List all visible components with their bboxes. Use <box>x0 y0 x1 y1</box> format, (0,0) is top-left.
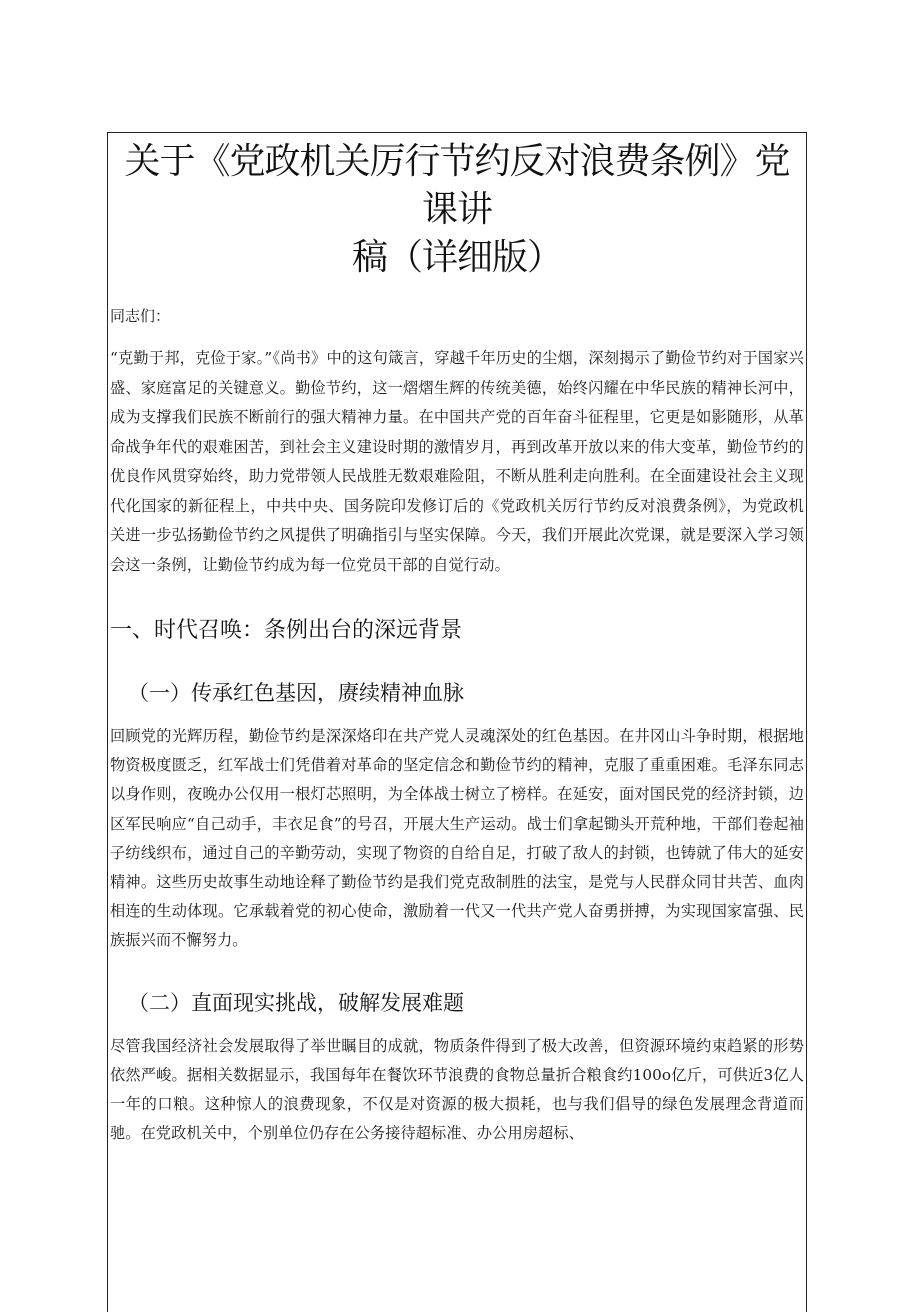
intro-paragraph: “克勤于邦，克俭于家。”《尚书》中的这句箴言，穿越千年历史的尘烟，深刻揭示了勤俭节约对于国家兴盛、家庭富足的关键意义。勤俭节约，这一熠熠生辉的传统美德，始终闪耀在中华民族的精神长河中，成为支撑我们民族不断前行的强大精神力量。在中国共产党的百年奋斗征程里，它更是如影随形，从革命战争年代的艰难困苦，到社会主义建设时期的激情岁月，再到改革开放以来的伟大变革，勤俭节约的优良作风贯穿始终，助力党带领人民战胜无数艰难险阻，不断从胜利走向胜利。在全面建设社会主义现代化国家的新征程上，中共中央、国务院印发修订后的《党政机关厉行节约反对浪费条例》，为党政机关进一步弘扬勤俭节约之风提供了明确指引与坚实保障。今天，我们开展此次党课，就是要深入学习领会这一条例，让勤俭节约成为每一位党员干部的自觉行动。 <box>110 349 804 574</box>
subsection-2-paragraph: 尽管我国经济社会发展取得了举世瞩目的成就，物质条件得到了极大改善，但资源环境约束趋紧的形势依然严峻。据相关数据显示，我国每年在餐饮环节浪费的食物总量折合粮食约100o亿斤，可供近3亿人一年的口粮。这种惊人的浪费现象，不仅是对资源的极大损耗，也与我们倡导的绿色发展理念背道而驰。在党政机关中，个别单位仍存在公务接待超标准、办公用房超标、 <box>110 1036 804 1143</box>
title-line-1: 关于《党政机关厉行节约反对浪费条例》党课讲 <box>124 141 790 230</box>
document-body <box>110 138 804 1148</box>
section-1-heading: 一、时代召唤：条例出台的深远背景 <box>110 618 463 643</box>
subsection-1-paragraph: 回顾党的光辉历程，勤俭节约是深深烙印在共产党人灵魂深处的红色基因。在井冈山斗争时期，根据地物资极度匮乏，红军战士们凭借着对革命的坚定信念和勤俭节约的精神，克服了重重困难。毛泽东同志以身作则，夜晚办公仅用一根灯芯照明，为全体战士树立了榜样。在延安，面对国民党的经济封锁，边区军民响应“自己动手，丰衣足食”的号召，开展大生产运动。战士们拿起锄头开荒种地，干部们卷起袖子纺线织布，通过自己的辛勤劳动，实现了物资的自给自足，打破了敌人的封锁，也铸就了伟大的延安精神。这些历史故事生动地诠释了勤俭节约是我们党克敌制胜的法宝，是党与人民群众同甘共苦、血肉相连的生动体现。它承载着党的初心使命，激励着一代又一代共产党人奋勇拼搏，为实现国家富强、民族振兴而不懈努力。 <box>110 727 804 950</box>
title-line-2: 稿（详细版） <box>351 237 562 278</box>
document-title <box>110 138 804 282</box>
subsection-2-heading: （二）直面现实挑战，破解发展难题 <box>128 990 464 1015</box>
greeting: 同志们： <box>110 307 171 325</box>
subsection-1-heading: （一）传承红色基因，赓续精神血脉 <box>128 681 464 705</box>
